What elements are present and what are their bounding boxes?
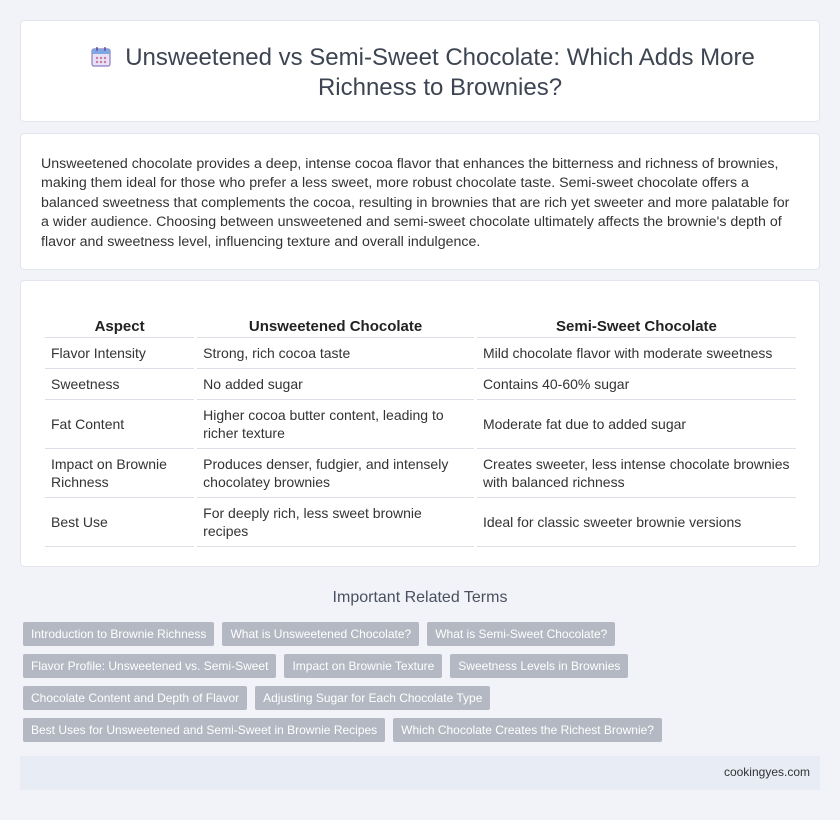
footer-bar [20,756,820,790]
table-row [45,449,796,498]
table-cell-unsweetened: Produces denser, fudgier, and intensely chocolatey brownies [197,449,474,498]
column-header-aspect: Aspect [45,316,194,338]
table-header-row [45,316,796,338]
table-row [45,338,796,369]
related-term-tag[interactable]: Introduction to Brownie Richness [23,622,214,646]
page-title: Unsweetened vs Semi-Sweet Chocolate: Which Adds More Richness to Brownies? [125,44,755,101]
related-term-tag[interactable]: Chocolate Content and Depth of Flavor [23,686,247,710]
table-cell-aspect: Flavor Intensity [45,338,194,369]
related-term-tag[interactable]: What is Semi-Sweet Chocolate? [427,622,615,646]
table-cell-unsweetened: No added sugar [197,369,474,400]
table-cell-unsweetened: Strong, rich cocoa taste [197,338,474,369]
table-cell-semi-sweet: Moderate fat due to added sugar [477,400,796,449]
footer-site-link[interactable]: cookingyes.com [723,765,810,779]
related-term-tag[interactable]: Adjusting Sugar for Each Chocolate Type [255,686,490,710]
table-cell-semi-sweet: Contains 40-60% sugar [477,369,796,400]
related-term-tag[interactable]: Sweetness Levels in Brownies [450,654,628,678]
column-header-semi-sweet: Semi-Sweet Chocolate [477,316,796,338]
related-terms-list [23,622,823,750]
table-cell-unsweetened: Higher cocoa butter content, leading to richer texture [197,400,474,449]
table-cell-aspect: Fat Content [45,400,194,449]
related-term-tag[interactable]: Impact on Brownie Texture [284,654,442,678]
summary-card [20,133,820,270]
related-term-tag[interactable]: Best Uses for Unsweetened and Semi-Sweet in Brownie Recipes [23,718,385,742]
table-cell-aspect: Best Use [45,498,194,547]
table-cell-aspect: Impact on Brownie Richness [45,449,194,498]
comparison-table [42,316,799,547]
table-cell-semi-sweet: Creates sweeter, less intense chocolate brownies with balanced richness [477,449,796,498]
table-cell-semi-sweet: Ideal for classic sweeter brownie versions [477,498,796,547]
related-terms-heading: Important Related Terms [332,589,508,606]
table-row [45,400,796,449]
header-card [20,20,820,122]
table-cell-semi-sweet: Mild chocolate flavor with moderate sweetness [477,338,796,369]
table-row [45,369,796,400]
table-cell-aspect: Sweetness [45,369,194,400]
related-term-tag[interactable]: What is Unsweetened Chocolate? [222,622,419,646]
related-term-tag[interactable]: Flavor Profile: Unsweetened vs. Semi-Sweet [23,654,276,678]
table-cell-unsweetened: For deeply rich, less sweet brownie recipes [197,498,474,547]
related-term-tag[interactable]: Which Chocolate Creates the Richest Brownie? [393,718,662,742]
table-row [45,498,796,547]
comparison-table-card [20,280,820,567]
column-header-unsweetened: Unsweetened Chocolate [197,316,474,338]
summary-text: Unsweetened chocolate provides a deep, intense cocoa flavor that enhances the bitterness and richness of brownies, making them ideal for those who prefer a less sweet, more robust chocolate taste. Semi-sweet chocolate offers a balanced sweetness that complements the cocoa, resulting in brownies that are rich yet sweeter and more palatable for a wider audience. Choosing between unsweetened and semi-sweet chocolate ultimately affects the brownie's depth of flavor and sweetness level, influencing texture and overall indulgence. [41,156,790,250]
